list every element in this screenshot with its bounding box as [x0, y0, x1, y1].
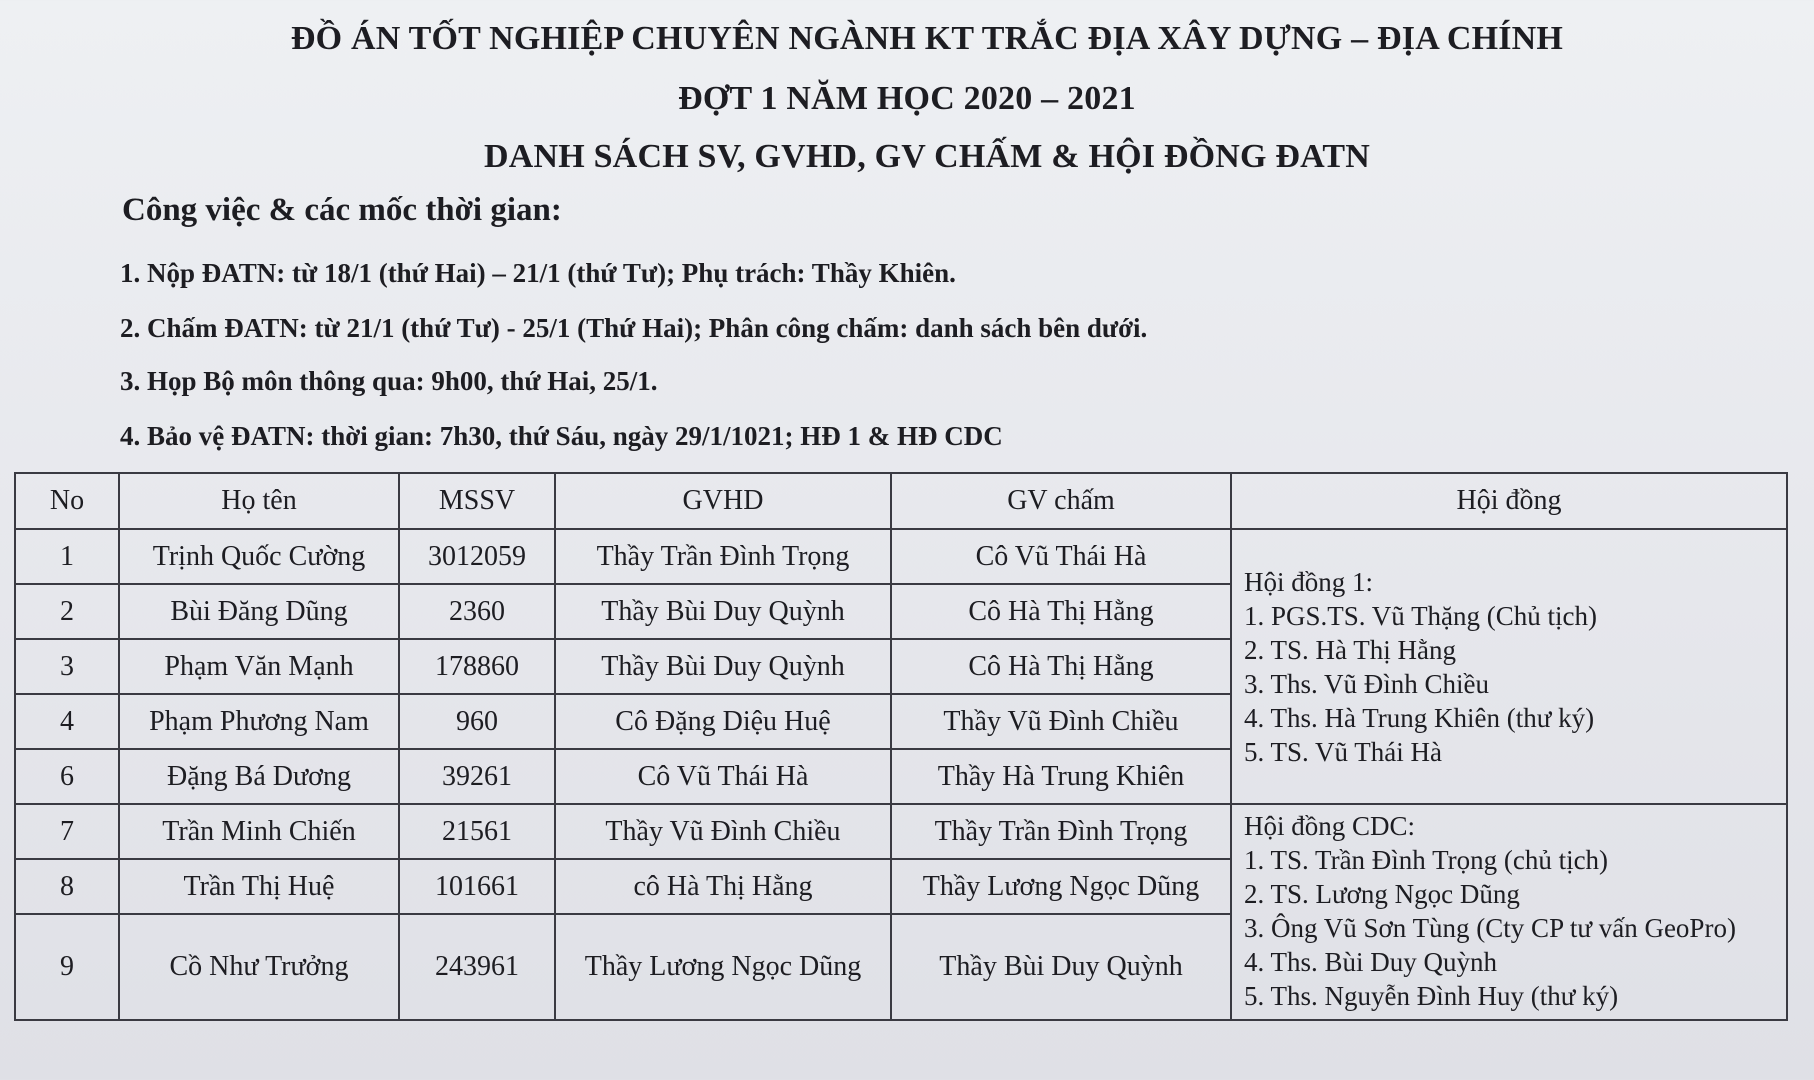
schedule-heading: Công việc & các mốc thời gian:	[122, 192, 562, 228]
table-row	[15, 804, 1787, 859]
column-header-gvhd: GVHD	[555, 473, 891, 529]
council-1-title: Hội đồng 1:	[1244, 566, 1374, 597]
cell-gvhd: Cô Vũ Thái Hà	[555, 749, 891, 804]
cell-mssv: 39261	[399, 749, 555, 804]
council-1-member: 3. Ths. Vũ Đình Chiều	[1244, 668, 1490, 699]
cell-gvhd: Thầy Lương Ngọc Dũng	[555, 914, 891, 1020]
schedule-item-grading: 2. Chấm ĐATN: từ 21/1 (thứ Tư) - 25/1 (Thứ Hai); Phân công chấm: danh sách bên dưới.	[120, 313, 1148, 343]
column-header-council: Hội đồng	[1231, 473, 1787, 529]
cell-gvhd: Thầy Bùi Duy Quỳnh	[555, 639, 891, 694]
cell-gv-cham: Thầy Bùi Duy Quỳnh	[891, 914, 1231, 1020]
cell-mssv: 2360	[399, 584, 555, 639]
student-table	[14, 472, 1788, 1021]
table-header-row	[15, 473, 1787, 529]
list-title: DANH SÁCH SV, GVHD, GV CHẤM & HỘI ĐỒNG ĐATN	[483, 138, 1371, 175]
cell-no: 2	[15, 584, 119, 639]
cell-gv-cham: Thầy Trần Đình Trọng	[891, 804, 1231, 859]
cell-gvhd: cô Hà Thị Hằng	[555, 859, 891, 914]
council-cdc-member: 3. Ông Vũ Sơn Tùng (Cty CP tư vấn GeoPro)	[1244, 913, 1736, 943]
council-cdc-cell	[1231, 804, 1787, 1020]
column-header-name: Họ tên	[119, 473, 399, 529]
cell-mssv: 243961	[399, 914, 555, 1020]
cell-no: 4	[15, 694, 119, 749]
cell-no: 1	[15, 529, 119, 584]
cell-name: Bùi Đăng Dũng	[119, 584, 399, 639]
council-cdc-title: Hội đồng CDC:	[1244, 811, 1416, 841]
cell-no: 6	[15, 749, 119, 804]
table-row	[15, 529, 1787, 584]
cell-name: Trần Minh Chiến	[119, 804, 399, 859]
document-title: ĐỒ ÁN TỐT NGHIỆP CHUYÊN NGÀNH KT TRẮC ĐỊA XÂY DỰNG – ĐỊA CHÍNH	[290, 20, 1564, 57]
cell-mssv: 3012059	[399, 529, 555, 584]
column-header-gv-cham: GV chấm	[891, 473, 1231, 529]
council-1-cell	[1231, 529, 1787, 804]
council-1-member: 1. PGS.TS. Vũ Thặng (Chủ tịch)	[1244, 600, 1598, 631]
cell-gv-cham: Cô Hà Thị Hằng	[891, 584, 1231, 639]
cell-name: Cồ Như Trưởng	[119, 914, 399, 1020]
cell-gvhd: Thầy Vũ Đình Chiều	[555, 804, 891, 859]
column-header-mssv: MSSV	[399, 473, 555, 529]
cell-gvhd: Cô Đặng Diệu Huệ	[555, 694, 891, 749]
council-cdc-member: 2. TS. Lương Ngọc Dũng	[1244, 879, 1520, 909]
cell-mssv: 960	[399, 694, 555, 749]
cell-no: 8	[15, 859, 119, 914]
council-cdc-member: 1. TS. Trần Đình Trọng (chủ tịch)	[1244, 845, 1609, 875]
cell-gvhd: Thầy Trần Đình Trọng	[555, 529, 891, 584]
cell-no: 7	[15, 804, 119, 859]
cell-no: 3	[15, 639, 119, 694]
cell-gv-cham: Cô Vũ Thái Hà	[891, 529, 1231, 584]
council-1-member: 5. TS. Vũ Thái Hà	[1244, 736, 1443, 767]
cell-name: Trịnh Quốc Cường	[119, 529, 399, 584]
council-cdc-member: 5. Ths. Nguyễn Đình Huy (thư ký)	[1244, 981, 1619, 1011]
cell-name: Đặng Bá Dương	[119, 749, 399, 804]
schedule-item-submission: 1. Nộp ĐATN: từ 18/1 (thứ Hai) – 21/1 (thứ Tư); Phụ trách: Thầy Khiên.	[120, 258, 956, 288]
cell-gv-cham: Thầy Vũ Đình Chiều	[891, 694, 1231, 749]
cell-gv-cham: Thầy Hà Trung Khiên	[891, 749, 1231, 804]
council-1-member: 2. TS. Hà Thị Hằng	[1244, 634, 1456, 665]
cell-gv-cham: Thầy Lương Ngọc Dũng	[891, 859, 1231, 914]
cell-mssv: 101661	[399, 859, 555, 914]
cell-name: Trần Thị Huệ	[119, 859, 399, 914]
cell-gv-cham: Cô Hà Thị Hằng	[891, 639, 1231, 694]
cell-no: 9	[15, 914, 119, 1020]
council-cdc-member: 4. Ths. Bùi Duy Quỳnh	[1244, 947, 1498, 977]
cell-mssv: 178860	[399, 639, 555, 694]
council-1-member: 4. Ths. Hà Trung Khiên (thư ký)	[1244, 702, 1595, 733]
cell-name: Phạm Phương Nam	[119, 694, 399, 749]
cell-name: Phạm Văn Mạnh	[119, 639, 399, 694]
schedule-item-meeting: 3. Họp Bộ môn thông qua: 9h00, thứ Hai, 25/1.	[120, 366, 658, 396]
cell-gvhd: Thầy Bùi Duy Quỳnh	[555, 584, 891, 639]
cell-mssv: 21561	[399, 804, 555, 859]
column-header-no: No	[15, 473, 119, 529]
schedule-item-defense: 4. Bảo vệ ĐATN: thời gian: 7h30, thứ Sáu, ngày 29/1/1021; HĐ 1 & HĐ CDC	[120, 421, 1003, 451]
document-subtitle: ĐỢT 1 NĂM HỌC 2020 – 2021	[678, 80, 1136, 117]
